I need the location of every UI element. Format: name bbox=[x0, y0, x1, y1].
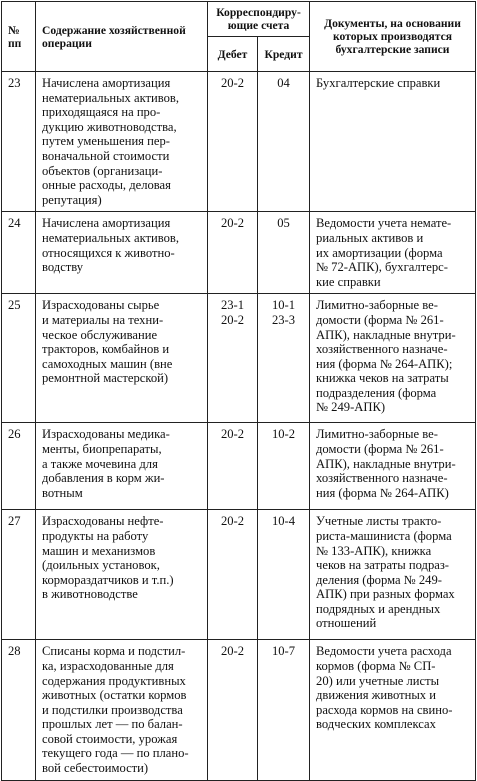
row-num: 23 bbox=[2, 72, 36, 212]
text-line: ющие счета bbox=[227, 19, 290, 32]
text-line: АПК), накладные внутри- bbox=[316, 327, 456, 342]
text-line: объектов (организаци- bbox=[42, 163, 163, 178]
text-line: 20-2 bbox=[220, 216, 245, 231]
text-line: Израсходованы нефте- bbox=[42, 514, 164, 529]
text-line: нематериальных активов, bbox=[42, 90, 180, 105]
text-line: АПК), накладные внутри- bbox=[316, 456, 456, 471]
row-num: 25 bbox=[2, 294, 36, 423]
header-debit: Дебет bbox=[208, 37, 258, 72]
row-num: 27 bbox=[2, 510, 36, 640]
text-line: вотным bbox=[42, 485, 83, 500]
text-line: воначальной стоимости bbox=[42, 148, 170, 163]
text-line: менты, биопрепараты, bbox=[42, 441, 162, 456]
text-line: машин и механизмов bbox=[42, 543, 156, 558]
text-line: расхода кормов на свино- bbox=[316, 702, 453, 717]
text-line: книжка чеков на затраты bbox=[316, 371, 449, 386]
text-line: тракторов, комбайнов и bbox=[42, 342, 170, 357]
text-line: животных (остатки кормов bbox=[42, 688, 187, 703]
row-documents bbox=[310, 640, 476, 780]
header-documents bbox=[310, 2, 476, 72]
text-line: нематериальных активов, bbox=[42, 230, 180, 245]
row-debit bbox=[208, 423, 258, 510]
text-line: содержания продуктивных bbox=[42, 673, 186, 688]
text-line: № bbox=[8, 23, 20, 37]
text-line: водческих комплексах bbox=[316, 717, 436, 732]
text-line: хозяйственного назначе- bbox=[316, 342, 448, 357]
text-line: онные расходы, деловая bbox=[42, 178, 171, 193]
text-line: 10-7 bbox=[271, 644, 296, 659]
text-line: (доильных установок, bbox=[42, 558, 160, 573]
text-line: ния (форма № 264-АПК); bbox=[316, 356, 453, 371]
text-line: водству bbox=[42, 260, 84, 275]
text-line: 23-3 bbox=[271, 312, 296, 327]
operations-table bbox=[1, 1, 476, 781]
text-line: и подстилки производства bbox=[42, 702, 183, 717]
text-line: 10-4 bbox=[271, 514, 296, 529]
text-line: ремонтной мастерской) bbox=[42, 371, 169, 386]
text-line: репутация) bbox=[42, 192, 102, 207]
text-line: Начислена амортизация bbox=[42, 216, 171, 231]
text-line: риальных активов и bbox=[316, 230, 424, 245]
text-line: Содержание хозяйственной bbox=[42, 23, 186, 37]
text-line: 05 bbox=[277, 216, 290, 231]
text-line: Списаны корма и подстил- bbox=[42, 644, 186, 659]
text-line: приходящаяся на про- bbox=[42, 105, 161, 120]
row-credit bbox=[258, 212, 310, 294]
text-line: чеков на затраты подраз- bbox=[316, 558, 449, 573]
row-num: 26 bbox=[2, 423, 36, 510]
text-line: домости (форма № 261- bbox=[316, 441, 444, 456]
table-row bbox=[2, 423, 476, 510]
text-line: хозяйственного назначе- bbox=[316, 471, 448, 486]
text-line: 20-2 bbox=[220, 76, 245, 90]
row-operation bbox=[36, 212, 208, 294]
text-line: Документы, на основании bbox=[324, 17, 461, 30]
text-line: Начислена амортизация bbox=[42, 76, 171, 90]
text-line: 23-1 bbox=[220, 298, 245, 313]
text-line: 04 bbox=[277, 76, 290, 90]
row-debit bbox=[208, 640, 258, 780]
text-line: Корреспондиру- bbox=[216, 6, 301, 19]
text-line: АПК) при разных формах bbox=[316, 587, 455, 602]
row-documents bbox=[310, 294, 476, 423]
text-line: ка, израсходованные для bbox=[42, 658, 174, 673]
table-row bbox=[2, 72, 476, 212]
text-line: пп bbox=[8, 36, 22, 50]
text-line: ния (форма № 264-АПК) bbox=[316, 485, 449, 500]
row-credit bbox=[258, 640, 310, 780]
text-line: 20-2 bbox=[220, 644, 245, 659]
text-line: а также мочевина для bbox=[42, 456, 158, 471]
text-line: 10-1 bbox=[271, 298, 296, 313]
text-line: кие справки bbox=[316, 274, 381, 289]
row-documents bbox=[310, 212, 476, 294]
row-documents bbox=[310, 423, 476, 510]
text-line: текущего года — по плано- bbox=[42, 746, 189, 761]
text-line: 20-2 bbox=[220, 312, 245, 327]
header-num bbox=[2, 2, 36, 72]
text-line: домости (форма № 261- bbox=[316, 312, 444, 327]
text-line: подрядных и арендных bbox=[316, 601, 441, 616]
text-line: № 133-АПК), книжка bbox=[316, 543, 432, 558]
text-line: прошлых лет — по балан- bbox=[42, 717, 183, 732]
row-operation bbox=[36, 294, 208, 423]
row-documents bbox=[310, 510, 476, 640]
text-line: в животноводстве bbox=[42, 587, 138, 602]
row-operation bbox=[36, 72, 208, 212]
row-credit bbox=[258, 423, 310, 510]
text-line: бухгалтерские записи bbox=[335, 43, 450, 56]
table-row bbox=[2, 510, 476, 640]
text-line: Бухгалтерские справки bbox=[316, 76, 441, 90]
text-line: № 249-АПК) bbox=[316, 400, 386, 415]
text-line: совой стоимости, урожая bbox=[42, 731, 178, 746]
text-line: относящихся к животно- bbox=[42, 245, 175, 260]
text-line: кормов (форма № СП- bbox=[316, 658, 436, 673]
text-line: Израсходованы сырье bbox=[42, 298, 160, 313]
table-row bbox=[2, 640, 476, 780]
text-line: 20) или учетные листы bbox=[316, 673, 440, 688]
header-row-1 bbox=[2, 2, 476, 37]
text-line: и материалы на техни- bbox=[42, 312, 164, 327]
row-debit bbox=[208, 510, 258, 640]
row-num: 28 bbox=[2, 640, 36, 780]
header-operation bbox=[36, 2, 208, 72]
text-line: риста-машиниста (форма bbox=[316, 528, 452, 543]
row-documents bbox=[310, 72, 476, 212]
text-line: продукты на работу bbox=[42, 528, 149, 543]
text-line: путем уменьшения пер- bbox=[42, 134, 170, 149]
text-line: 10-2 bbox=[271, 427, 296, 442]
text-line: Ведомости учета немате- bbox=[316, 216, 452, 231]
text-line: 20-2 bbox=[220, 427, 245, 442]
row-credit bbox=[258, 294, 310, 423]
text-line: их амортизации (форма bbox=[316, 245, 443, 260]
row-operation bbox=[36, 423, 208, 510]
text-line: движения животных и bbox=[316, 688, 436, 703]
header-accounts bbox=[208, 2, 310, 37]
text-line: которых производятся bbox=[333, 30, 453, 43]
text-line: добавления в корм жи- bbox=[42, 471, 165, 486]
table-row bbox=[2, 294, 476, 423]
text-line: подразделения (форма bbox=[316, 385, 437, 400]
text-line: Учетные листы тракто- bbox=[316, 514, 442, 529]
row-credit bbox=[258, 72, 310, 212]
row-num: 24 bbox=[2, 212, 36, 294]
text-line: самоходных машин (вне bbox=[42, 356, 173, 371]
header-credit: Кредит bbox=[258, 37, 310, 72]
text-line: операции bbox=[42, 36, 92, 50]
row-credit bbox=[258, 510, 310, 640]
row-debit bbox=[208, 294, 258, 423]
text-line: деления (форма № 249- bbox=[316, 572, 442, 587]
row-debit bbox=[208, 72, 258, 212]
text-line: Израсходованы медика- bbox=[42, 427, 170, 442]
text-line: кормораздатчиков и т.п.) bbox=[42, 572, 174, 587]
text-line: Лимитно-заборные ве- bbox=[316, 427, 438, 442]
text-line: Лимитно-заборные ве- bbox=[316, 298, 438, 313]
text-line: Ведомости учета расхода bbox=[316, 644, 452, 659]
row-operation bbox=[36, 640, 208, 780]
text-line: отношений bbox=[316, 616, 377, 631]
row-debit bbox=[208, 212, 258, 294]
row-operation bbox=[36, 510, 208, 640]
text-line: 20-2 bbox=[220, 514, 245, 529]
text-line: дукцию животноводства, bbox=[42, 119, 177, 134]
text-line: вой себестоимости) bbox=[42, 761, 149, 776]
table-row bbox=[2, 212, 476, 294]
text-line: № 72-АПК), бухгалтерс- bbox=[316, 260, 448, 275]
text-line: ческое обслуживание bbox=[42, 327, 158, 342]
